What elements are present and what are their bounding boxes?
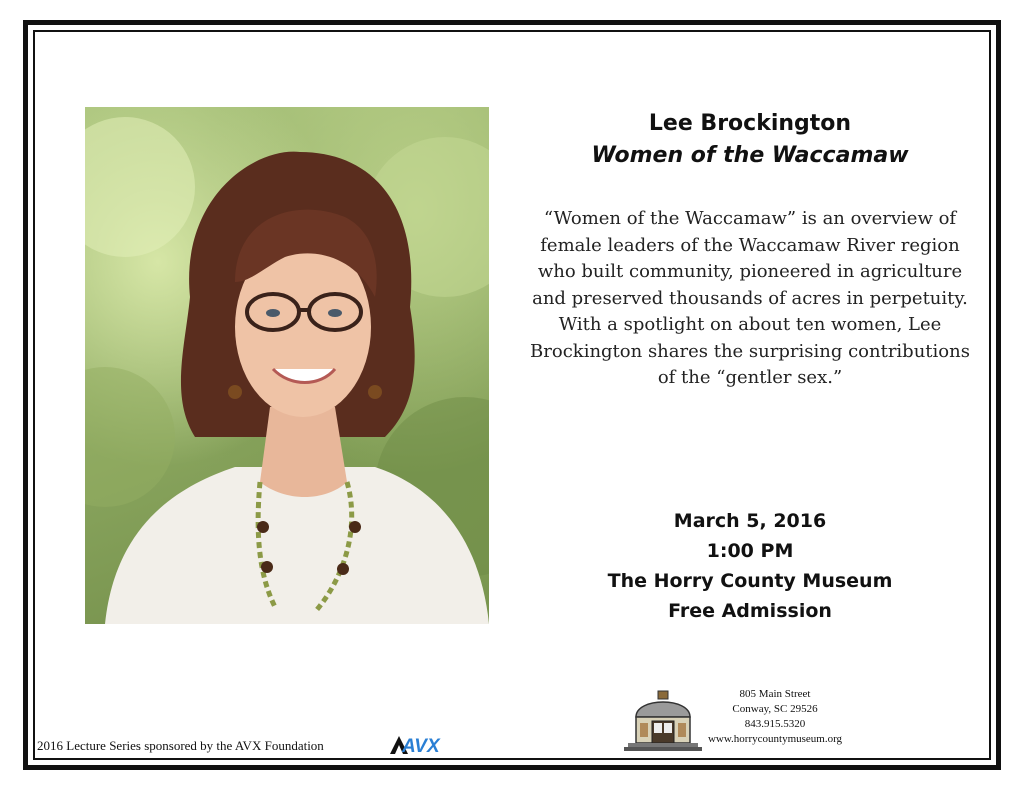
sponsor-line: 2016 Lecture Series sponsored by the AVX Foundation [37,738,324,753]
avx-logo [388,735,450,755]
avx-logo-mark [388,735,450,755]
museum-building-icon [622,687,704,753]
speaker-portrait [85,107,489,624]
event-admission: Free Admission [668,600,832,622]
speaker-name: Lee Brockington [648,111,852,136]
address-website: www.horrycountymuseum.org [707,733,843,745]
address-street: 805 Main Street [739,688,811,700]
avx-logo-text: AVX [402,736,440,755]
museum-address [700,687,850,747]
portrait-illustration [85,107,489,624]
talk-header [525,108,975,172]
address-phone: 843.915.5320 [744,718,806,730]
event-venue: The Horry County Museum [607,570,893,592]
address-city: Conway, SC 29526 [732,703,818,715]
museum-logo [622,687,704,753]
event-details [525,506,975,626]
event-date: March 5, 2016 [673,510,827,532]
event-time: 1:00 PM [706,540,794,562]
talk-title: Women of the Waccamaw [591,143,909,168]
talk-description: “Women of the Waccamaw” is an overview of female leaders of the Waccamaw River region who built community, pioneered in agriculture and preserved thousands of acres in perpetuity. With a spotlight on about ten women, Lee Brockington shares the surprising contributions of the “gentler sex.” [530,208,970,388]
